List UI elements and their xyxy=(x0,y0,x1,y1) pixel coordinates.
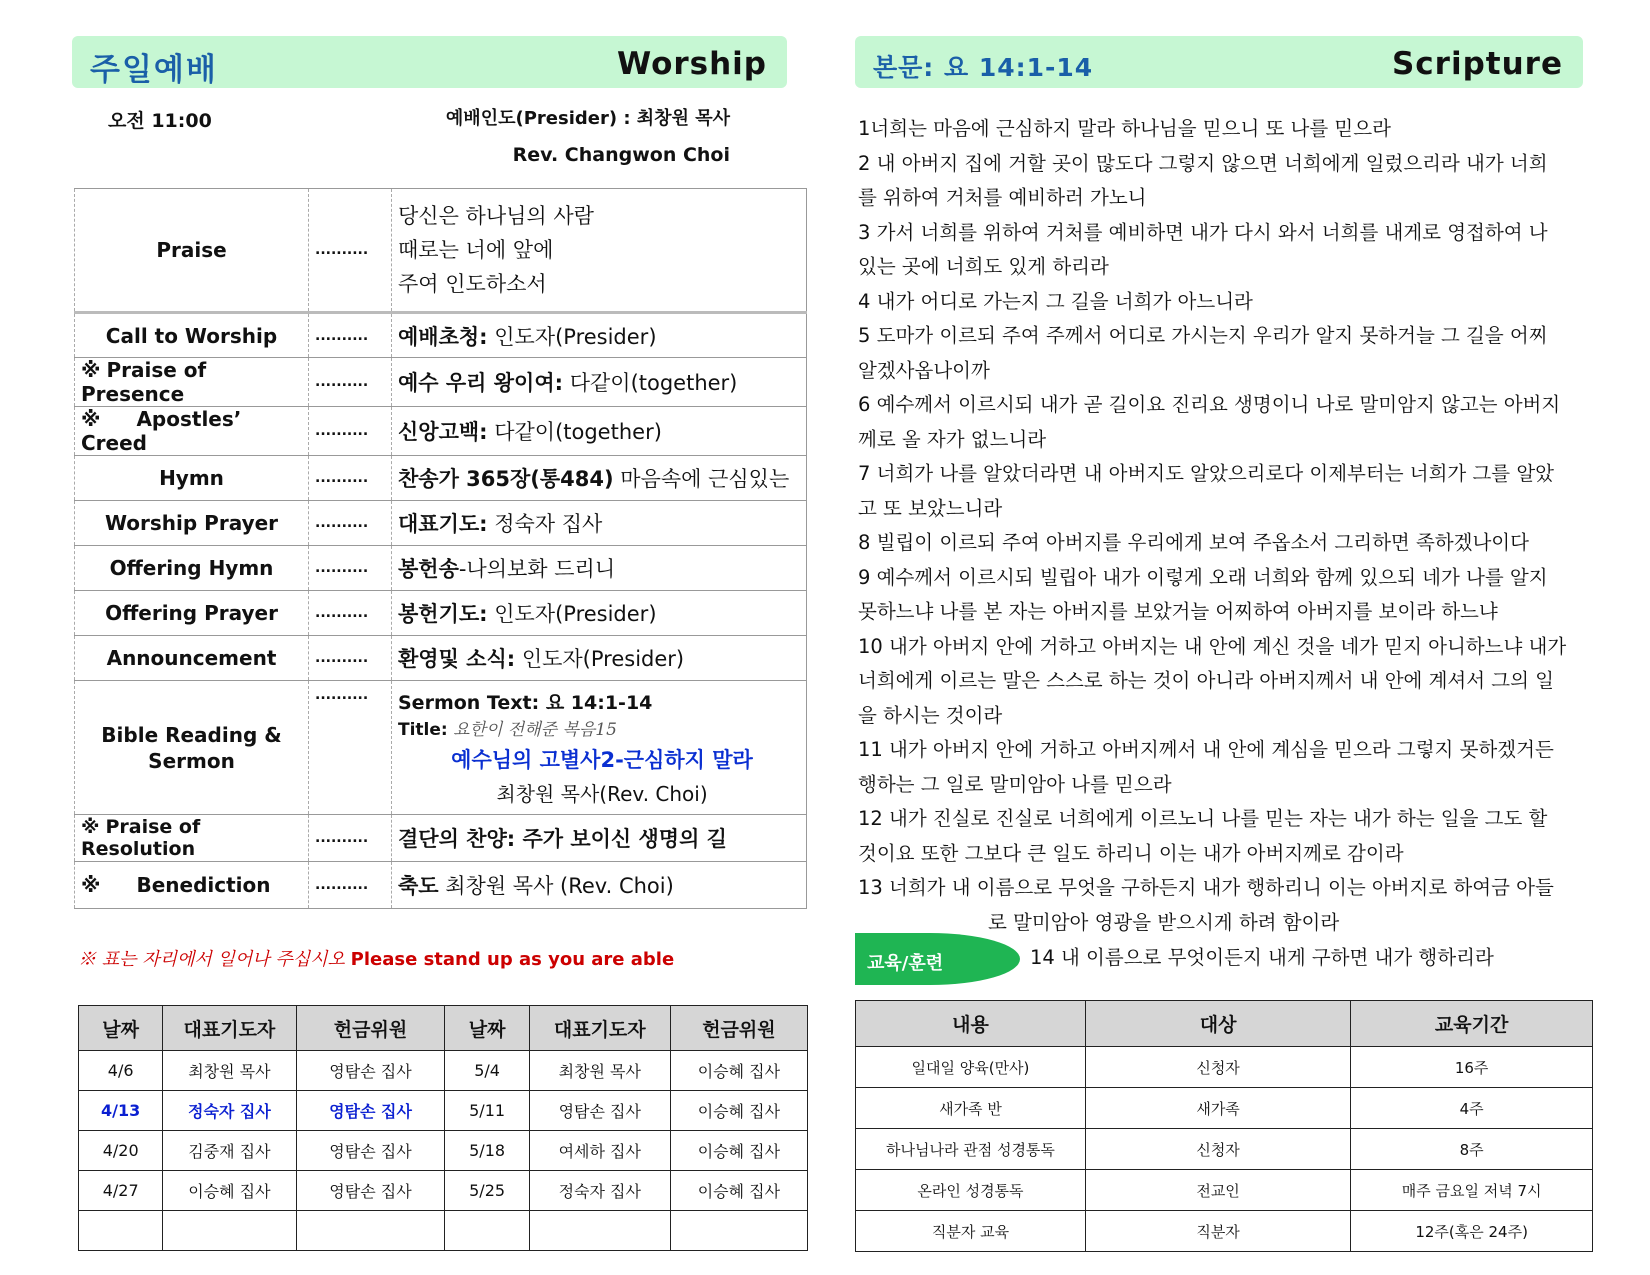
order-row xyxy=(75,189,807,313)
verse-line: 고 또 보았느니라 xyxy=(858,496,1003,520)
stand-note-ko: ※ 표는 자리에서 일어나 주십시오 xyxy=(78,949,345,970)
order-content-bold: 환영및 소식: xyxy=(398,647,516,671)
verse-line: 것이요 또한 그보다 큰 일도 하리니 이는 내가 아버지께로 감이라 xyxy=(858,841,1404,865)
verse-line: 12 내가 진실로 진실로 너희에게 이르노니 나를 믿는 자는 내가 하는 일을 그도 할 xyxy=(858,807,1548,830)
sermon-title-line xyxy=(398,715,806,740)
edu-cell: 새가족 반 xyxy=(856,1088,1086,1129)
edu-cell: 16주 xyxy=(1351,1047,1593,1088)
order-content xyxy=(392,456,807,501)
edu-cell: 8주 xyxy=(1351,1129,1593,1170)
order-item-label: Offering Prayer xyxy=(105,601,278,625)
order-item xyxy=(75,681,309,815)
order-item-label: Benediction xyxy=(136,873,271,897)
order-content-bold: 대표기도: xyxy=(398,512,488,536)
verse-line: 알겠사옵나이까 xyxy=(858,358,990,382)
order-row-resolution xyxy=(75,815,807,862)
praise-song: 당신은 하나님의 사람 xyxy=(398,204,594,228)
stand-note-en: Please stand up as you are able xyxy=(350,949,675,970)
sermon-text-label: Sermon Text: xyxy=(398,692,540,714)
verse-line: 3 가서 너희를 위하여 거처를 예비하면 내가 다시 와서 너희를 내게로 영접하여 나 xyxy=(858,220,1548,244)
duty-header: 대표기도자 xyxy=(529,1006,670,1051)
sermon-preacher: 최창원 목사(Rev. Choi) xyxy=(496,782,708,806)
order-content xyxy=(392,546,807,591)
order-content-bold: 축도 xyxy=(398,874,439,898)
leader-dots: .......... xyxy=(309,862,392,909)
order-content xyxy=(392,358,807,407)
order-item xyxy=(75,456,309,501)
sermon-title-label: Title: xyxy=(398,720,448,740)
duty-cell: 김중재 집사 xyxy=(163,1131,296,1171)
duty-cell xyxy=(79,1211,163,1251)
stand-mark: ※ xyxy=(81,816,100,838)
order-item-label: Offering Hymn xyxy=(109,556,274,580)
order-content-detail: 마음속에 근심있는 xyxy=(613,467,790,491)
duty-cell xyxy=(296,1211,445,1251)
scripture-banner xyxy=(855,36,1583,88)
duty-cell: 4/6 xyxy=(79,1051,163,1091)
verse-line: 7 너희가 나를 알았더라면 내 아버지도 알았으리로다 이제부터는 너희가 그를 알았 xyxy=(858,462,1555,485)
order-content-detail: 최창원 목사 (Rev. Choi) xyxy=(438,874,674,898)
verse-line: 께로 올 자가 없느니라 xyxy=(858,427,1047,451)
duty-cell: 여세하 집사 xyxy=(529,1131,670,1171)
sermon-text-ref: 요 14:1-14 xyxy=(545,692,653,714)
stand-mark: ※ xyxy=(81,358,101,382)
sermon-text-line xyxy=(398,688,806,715)
leader-dots: .......... xyxy=(309,501,392,546)
duty-cell: 영탐손 집사 xyxy=(296,1171,445,1211)
presider-en: Rev. Changwon Choi xyxy=(512,144,730,166)
order-item-label: Apostles’ Creed xyxy=(81,407,242,455)
duty-cell: 이승혜 집사 xyxy=(670,1051,807,1091)
edu-cell: 직분자 xyxy=(1085,1211,1350,1252)
order-content-detail: 인도자(Presider) xyxy=(487,324,657,349)
verse-line: 6 예수께서 이르시되 내가 곧 길이요 진리요 생명이니 나로 말미암지 않고는 아버지 xyxy=(858,393,1561,416)
table-row xyxy=(79,1091,808,1131)
duty-cell: 영탐손 집사 xyxy=(296,1091,445,1131)
duty-cell: 영탐손 집사 xyxy=(296,1051,445,1091)
edu-cell: 매주 금요일 저녁 7시 xyxy=(1351,1170,1593,1211)
duty-header: 헌금위원 xyxy=(296,1006,445,1051)
order-content-bold: 찬송가 365장(통484) xyxy=(398,467,614,491)
order-item-label: Worship Prayer xyxy=(104,511,279,535)
table-row xyxy=(79,1131,808,1171)
order-content xyxy=(392,501,807,546)
leader-dots: .......... xyxy=(309,358,392,407)
table-row xyxy=(79,1051,808,1091)
order-content-bold: 예배초청: xyxy=(398,324,488,349)
order-content-detail: 다같이(together) xyxy=(487,420,662,444)
sermon-content xyxy=(392,681,807,815)
order-content-bold: 신앙고백: xyxy=(398,420,488,444)
order-row xyxy=(75,636,807,681)
order-content xyxy=(392,189,807,313)
verse-line: 못하느냐 나를 본 자는 아버지를 보았거늘 어찌하여 아버지를 보이라 하느냐 xyxy=(858,600,1498,623)
duty-cell: 이승혜 집사 xyxy=(670,1171,807,1211)
stand-mark: ※ xyxy=(81,873,101,897)
table-row xyxy=(79,1211,808,1251)
order-item-label: Praise xyxy=(156,238,227,262)
order-item-label: Call to Worship xyxy=(105,323,278,348)
edu-cell: 신청자 xyxy=(1085,1047,1350,1088)
edu-cell: 새가족 xyxy=(1085,1088,1350,1129)
edu-cell: 12주(혹은 24주) xyxy=(1351,1211,1593,1252)
duty-cell: 5/25 xyxy=(445,1171,529,1211)
order-content xyxy=(392,815,807,862)
presider: 예배인도(Presider) : 최창원 목사 xyxy=(445,108,730,129)
duty-cell: 영탐손 집사 xyxy=(296,1131,445,1171)
order-content-detail: 다같이(together) xyxy=(563,371,738,395)
worship-title-en: Worship xyxy=(616,46,767,82)
order-content-bold: 봉헌기도: xyxy=(398,602,488,626)
duty-header: 헌금위원 xyxy=(670,1006,807,1051)
order-content xyxy=(392,313,807,358)
duty-header: 날짜 xyxy=(79,1006,163,1051)
order-content xyxy=(392,636,807,681)
verse-line: 8 빌립이 이르되 주여 아버지를 우리에게 보여 주옵소서 그리하면 족하겠나이다 xyxy=(858,531,1529,554)
scripture-reference: 본문: 요 14:1-14 xyxy=(873,53,1094,82)
leader-dots: .......... xyxy=(309,815,392,862)
sermon-title: 예수님의 고별사2-근심하지 말라 xyxy=(451,748,753,772)
leader-dots: .......... xyxy=(309,189,392,313)
order-row xyxy=(75,546,807,591)
leader-dots: .......... xyxy=(309,546,392,591)
worship-banner xyxy=(72,36,787,88)
scripture-title-en: Scripture xyxy=(1391,46,1563,82)
duty-cell: 정숙자 집사 xyxy=(163,1091,296,1131)
order-item-label: Praise of Presence xyxy=(81,358,207,406)
verse-line: 을 하시는 것이라 xyxy=(858,703,1003,727)
scripture-text xyxy=(858,112,1608,940)
sermon-item-label: Bible Reading & xyxy=(101,722,282,747)
duty-cell xyxy=(670,1211,807,1251)
duty-header: 대표기도자 xyxy=(163,1006,296,1051)
leader-dots: .......... xyxy=(309,456,392,501)
duty-cell xyxy=(445,1211,529,1251)
duty-cell xyxy=(163,1211,296,1251)
service-time: 오전 11:00 xyxy=(108,110,212,132)
education-tag-label: 교육/훈련 xyxy=(867,953,944,974)
order-item-label: Hymn xyxy=(159,466,224,490)
edu-cell: 신청자 xyxy=(1085,1129,1350,1170)
order-item-label: Praise of Resolution xyxy=(81,816,201,860)
duty-cell: 이승혜 집사 xyxy=(163,1171,296,1211)
verse-14: 14 내 이름으로 무엇이든지 내게 구하면 내가 행하리라 xyxy=(1030,946,1494,969)
order-item-label: Announcement xyxy=(106,646,277,670)
education-table xyxy=(855,1000,1593,1252)
praise-song: 주여 인도하소서 xyxy=(398,272,547,296)
duty-cell: 5/4 xyxy=(445,1051,529,1091)
order-of-worship xyxy=(74,188,807,909)
order-item xyxy=(75,189,309,313)
order-row-sermon xyxy=(75,681,807,815)
order-item xyxy=(75,862,309,909)
order-item xyxy=(75,546,309,591)
verse-line: 1너희는 마음에 근심하지 말라 하나님을 믿으니 또 나를 믿으라 xyxy=(858,117,1391,140)
leader-dots: .......... xyxy=(309,636,392,681)
education-tag xyxy=(855,933,1020,985)
order-content xyxy=(392,862,807,909)
verse-line: 행하는 그 일로 말미암아 나를 믿으라 xyxy=(858,772,1172,796)
verse-line: 있는 곳에 너희도 있게 하리라 xyxy=(858,255,1109,278)
order-content-detail: 인도자(Presider) xyxy=(487,602,657,626)
order-row xyxy=(75,313,807,358)
sermon-series: 요한이 전해준 복음15 xyxy=(453,720,617,740)
order-row xyxy=(75,591,807,636)
order-row xyxy=(75,501,807,546)
order-item xyxy=(75,358,309,407)
order-content-bold: 봉헌송 xyxy=(398,557,459,581)
stand-mark: ※ xyxy=(81,407,101,431)
duty-cell: 영탐손 집사 xyxy=(529,1091,670,1131)
verse-line: 13 너희가 내 이름으로 무엇을 구하든지 내가 행하리니 이는 아버지로 하여금 아들 xyxy=(858,876,1554,899)
table-row xyxy=(856,1088,1593,1129)
edu-header: 내용 xyxy=(856,1001,1086,1047)
order-content-detail: 인도자(Presider) xyxy=(515,647,685,671)
order-item xyxy=(75,313,309,358)
duty-cell xyxy=(529,1211,670,1251)
worship-title-ko: 주일예배 xyxy=(90,52,218,88)
duty-cell: 5/11 xyxy=(445,1091,529,1131)
duty-cell: 이승혜 집사 xyxy=(670,1091,807,1131)
edu-cell: 일대일 양육(만사) xyxy=(856,1047,1086,1088)
order-item xyxy=(75,407,309,456)
edu-cell: 4주 xyxy=(1351,1088,1593,1129)
edu-cell: 직분자 교육 xyxy=(856,1211,1086,1252)
order-item xyxy=(75,591,309,636)
table-row xyxy=(856,1047,1593,1088)
stand-note xyxy=(78,945,674,971)
table-row xyxy=(856,1211,1593,1252)
duty-cell: 최창원 목사 xyxy=(529,1051,670,1091)
table-row xyxy=(79,1171,808,1211)
order-content-bold: 결단의 찬양: 주가 보이신 생명의 길 xyxy=(398,827,727,851)
order-row xyxy=(75,456,807,501)
order-item xyxy=(75,815,309,862)
leader-dots: .......... xyxy=(309,681,392,815)
edu-header: 대상 xyxy=(1085,1001,1350,1047)
verse-line: 를 위하여 거처를 예비하러 가노니 xyxy=(858,186,1147,209)
verse-line: 9 예수께서 이르시되 빌립아 내가 이렇게 오래 너희와 함께 있으되 네가 나를 알지 xyxy=(858,565,1548,589)
duty-cell: 4/20 xyxy=(79,1131,163,1171)
order-content-detail: 정숙자 집사 xyxy=(487,512,603,536)
sermon-item-label-2: Sermon xyxy=(148,748,235,773)
leader-dots: .......... xyxy=(309,591,392,636)
duty-cell: 정숙자 집사 xyxy=(529,1171,670,1211)
order-row xyxy=(75,358,807,407)
duty-cell: 4/13 xyxy=(79,1091,163,1131)
verse-line: 너희에게 이르는 말은 스스로 하는 것이 아니라 아버지께서 내 안에 계셔서 그의 일 xyxy=(858,669,1555,692)
order-row-benediction xyxy=(75,862,807,909)
verse-line: 로 말미암아 영광을 받으시게 하려 함이라 xyxy=(988,910,1340,934)
verse-line: 2 내 아버지 집에 거할 곳이 많도다 그렇지 않으면 너희에게 일렀으리라 내가 너희 xyxy=(858,151,1548,175)
verse-line: 10 내가 아버지 안에 거하고 아버지는 내 안에 계신 것을 네가 믿지 아니하느냐 내가 xyxy=(858,634,1567,658)
leader-dots: .......... xyxy=(309,407,392,456)
duty-cell: 최창원 목사 xyxy=(163,1051,296,1091)
order-content-detail: -나의보화 드리니 xyxy=(458,557,616,581)
edu-cell: 온라인 성경통독 xyxy=(856,1170,1086,1211)
table-row xyxy=(856,1129,1593,1170)
edu-header: 교육기간 xyxy=(1351,1001,1593,1047)
order-content-bold: 예수 우리 왕이여: xyxy=(398,371,564,395)
order-row xyxy=(75,407,807,456)
praise-song: 때로는 너에 앞에 xyxy=(398,238,554,262)
order-content xyxy=(392,407,807,456)
order-item xyxy=(75,501,309,546)
order-content xyxy=(392,591,807,636)
duty-header: 날짜 xyxy=(445,1006,529,1051)
duty-cell: 5/18 xyxy=(445,1131,529,1171)
verse-line: 5 도마가 이르되 주여 주께서 어디로 가시는지 우리가 알지 못하거늘 그 길을 어찌 xyxy=(858,324,1548,347)
order-item xyxy=(75,636,309,681)
table-row xyxy=(856,1170,1593,1211)
duty-roster-table xyxy=(78,1005,808,1251)
verse-line: 4 내가 어디로 가는지 그 길을 너희가 아느니라 xyxy=(858,289,1253,313)
edu-cell: 전교인 xyxy=(1085,1170,1350,1211)
edu-cell: 하나님나라 관점 성경통독 xyxy=(856,1129,1086,1170)
duty-cell: 이승혜 집사 xyxy=(670,1131,807,1171)
leader-dots: .......... xyxy=(309,313,392,358)
verse-line: 11 내가 아버지 안에 거하고 아버지께서 내 안에 계심을 믿으라 그렇지 못하겠거든 xyxy=(858,738,1554,761)
duty-cell: 4/27 xyxy=(79,1171,163,1211)
